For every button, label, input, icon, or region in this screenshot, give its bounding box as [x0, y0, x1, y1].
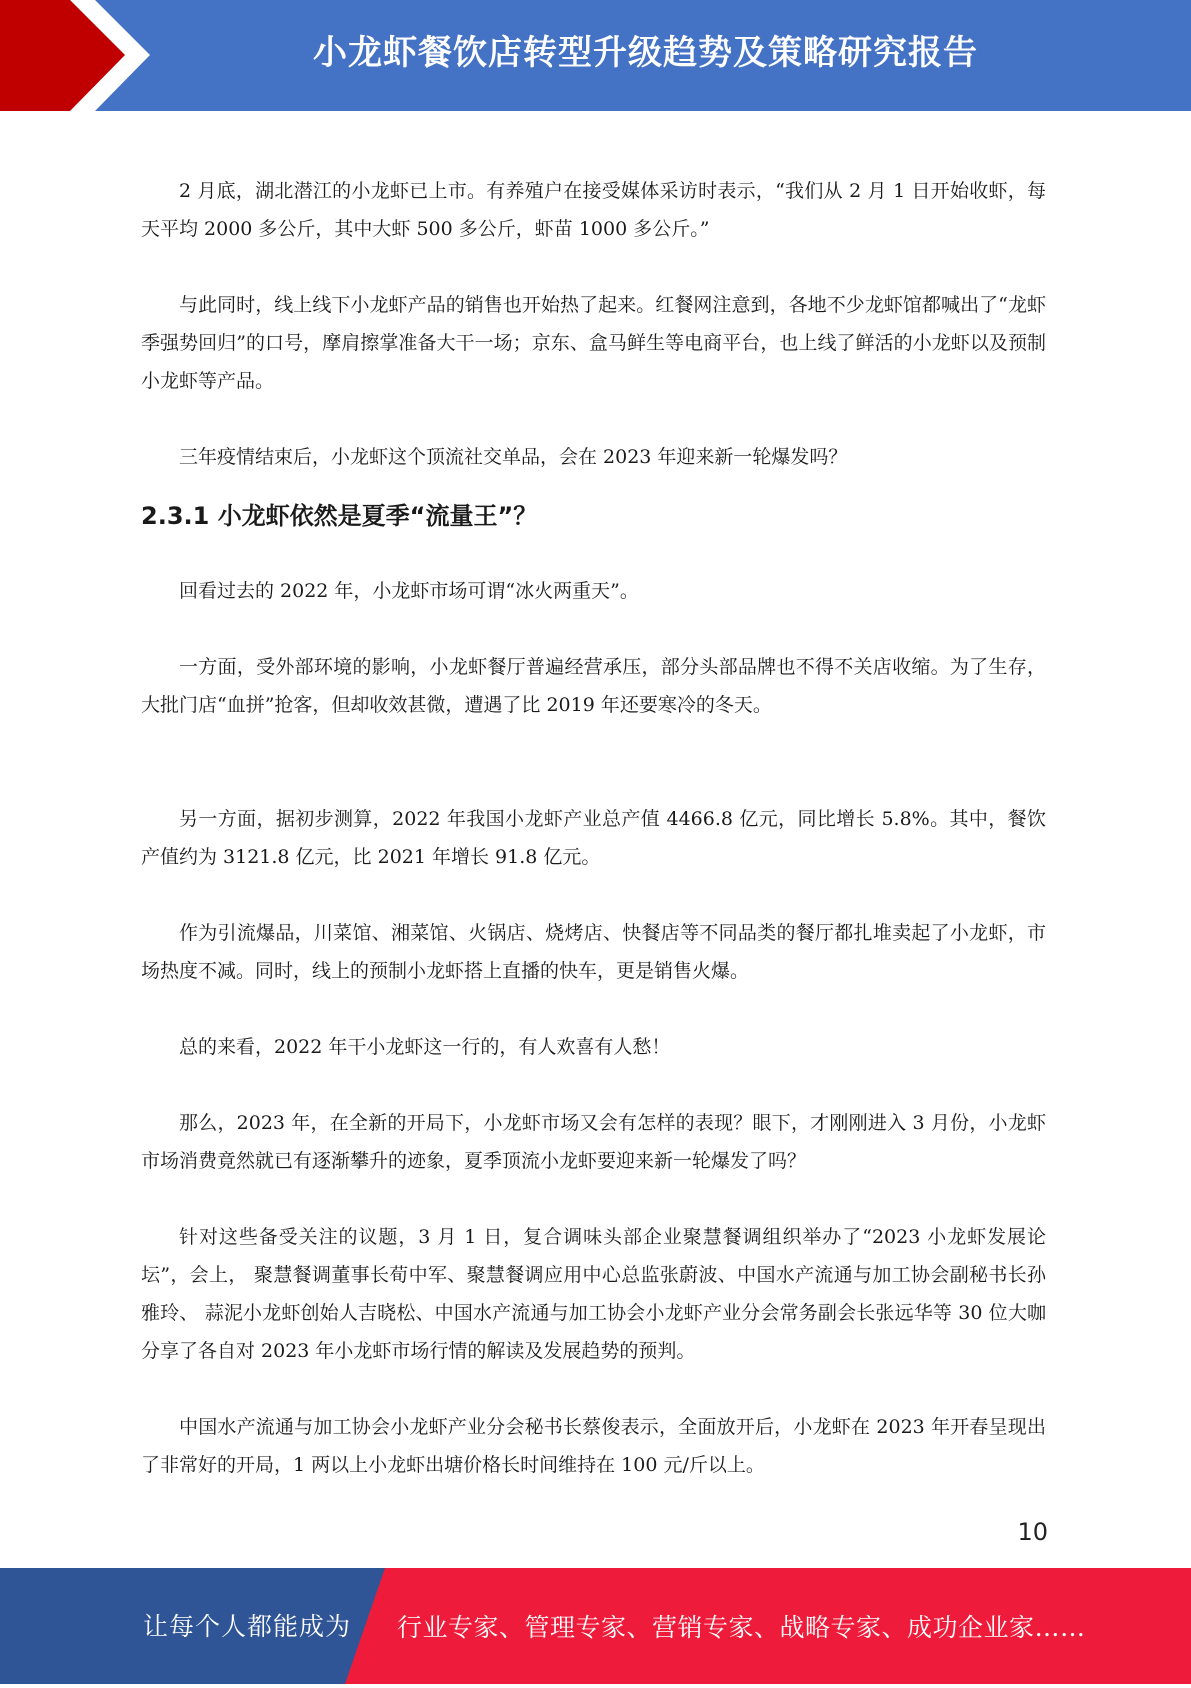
- paragraph: 那么，2023 年，在全新的开局下，小龙虾市场又会有怎样的表现？眼下，才刚刚进入 3 月份，小龙虾市场消费竟然就已有逐渐攀升的迹象，夏季顶流小龙虾要迎来新一轮爆发了吗？: [141, 1112, 1046, 1172]
- paragraph: 总的来看，2022 年干小龙虾这一行的，有人欢喜有人愁！: [179, 1036, 671, 1058]
- paragraph: 一方面，受外部环境的影响，小龙虾餐厅普遍经营承压，部分头部品牌也不得不关店收缩。为了生存，大批门店“血拼”抢客，但却收效甚微，遭遇了比 2019 年还要寒冷的冬天。: [141, 656, 1046, 716]
- paragraph: 2 月底，湖北潜江的小龙虾已上市。有养殖户在接受媒体采访时表示，“我们从 2 月 1 日开始收虾，每天平均 2000 多公斤，其中大虾 500 多公斤，虾苗 1000 多公斤。”: [141, 180, 1046, 240]
- paragraph: 另一方面，据初步测算，2022 年我国小龙虾产业总产值 4466.8 亿元，同比增长 5.8%。其中，餐饮产值约为 3121.8 亿元，比 2021 年增长 91.8 亿元。: [141, 808, 1046, 868]
- section-heading: 2.3.1 小龙虾依然是夏季“流量王”？: [141, 502, 538, 530]
- paragraph: 回看过去的 2022 年，小龙虾市场可谓“冰火两重天”。: [179, 580, 639, 602]
- main-content: [141, 172, 1046, 1484]
- page-header: [0, 0, 1191, 111]
- footer-slogan-right: 行业专家、管理专家、营销专家、战略专家、成功企业家……: [397, 1613, 1086, 1642]
- paragraph: 针对这些备受关注的议题，3 月 1 日，复合调味头部企业聚慧餐调组织举办了“2023 小龙虾发展论坛”，会上， 聚慧餐调董事长荀中军、聚慧餐调应用中心总监张蔚波、中国水产流通与加工协会副秘书长孙雅玲、 蒜泥小龙虾创始人吉晓松、中国水产流通与加工协会小龙虾产业分会常务副会长张远华等 30 位大咖分享了各自对 2023 年小龙虾市场行情的解读及发展趋势的预判。: [141, 1226, 1046, 1362]
- page-footer: [0, 1568, 1191, 1684]
- paragraph: 与此同时，线上线下小龙虾产品的销售也开始热了起来。红餐网注意到，各地不少龙虾馆都喊出了“龙虾季强势回归”的口号，摩肩擦掌准备大干一场；京东、盒马鲜生等电商平台，也上线了鲜活的小龙虾以及预制小龙虾等产品。: [141, 294, 1046, 392]
- report-title: 小龙虾餐饮店转型升级趋势及策略研究报告: [313, 33, 978, 73]
- page-number: 10: [1017, 1518, 1048, 1546]
- footer-slogan-left: 让每个人都能成为: [143, 1612, 352, 1641]
- paragraph: 中国水产流通与加工协会小龙虾产业分会秘书长蔡俊表示，全面放开后，小龙虾在 2023 年开春呈现出了非常好的开局，1 两以上小龙虾出塘价格长时间维持在 100 元/斤以上。: [141, 1416, 1046, 1476]
- paragraph: 作为引流爆品，川菜馆、湘菜馆、火锅店、烧烤店、快餐店等不同品类的餐厅都扎堆卖起了小龙虾，市场热度不减。同时，线上的预制小龙虾搭上直播的快车，更是销售火爆。: [141, 922, 1046, 982]
- paragraph: 三年疫情结束后，小龙虾这个顶流社交单品，会在 2023 年迎来新一轮爆发吗？: [179, 446, 848, 468]
